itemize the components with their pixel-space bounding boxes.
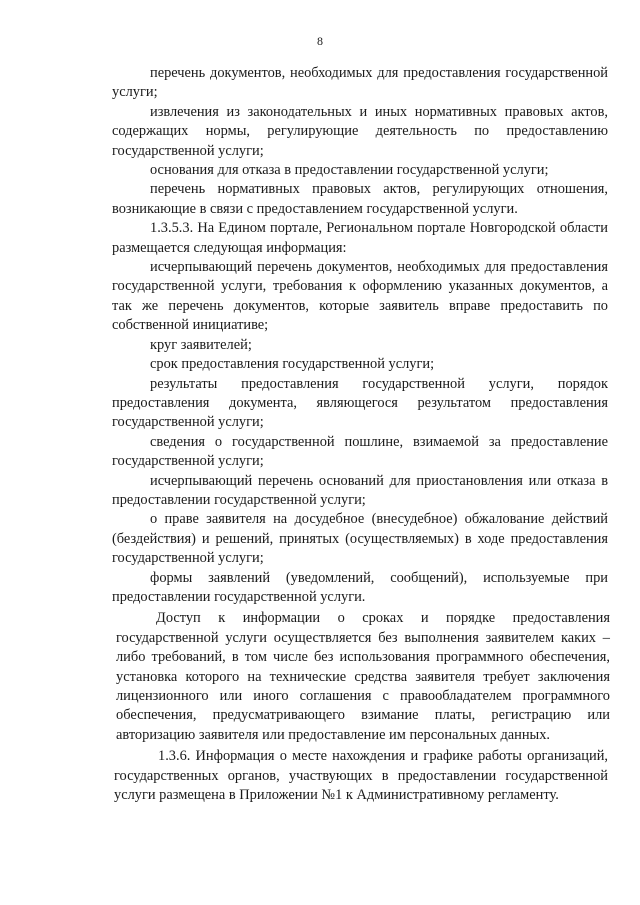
- paragraph: Доступ к информации о сроках и порядке предоставления государственной услуги осуществляется без выполнения заявителем каких – либо требований, в том числе без использования программного обеспечения, установка которого на технические средства заявителя требует заключения лицензионного или иного соглашения с правообладателем программного обеспечения, предусматривающего взимание платы, регистрацию или авторизацию заявителя или предоставление им персональных данных.: [116, 610, 610, 743]
- paragraph: результаты предоставления государственной услуги, порядок предоставления документа, являющегося результатом предоставления государственной услуги;: [112, 375, 608, 431]
- paragraph: исчерпывающий перечень оснований для приостановления или отказа в предоставлении государственной услуги;: [112, 472, 608, 508]
- paragraph: основания для отказа в предоставлении государственной услуги;: [150, 162, 549, 179]
- paragraph: о праве заявителя на досудебное (внесудебное) обжалование действий (бездействия) и решений, принятых (осуществляемых) в ходе предоставления государственной услуги;: [112, 511, 608, 567]
- paragraph: сведения о государственной пошлине, взимаемой за предоставление государственной услуги;: [112, 433, 608, 470]
- paragraph: формы заявлений (уведомлений, сообщений), используемые при предоставлении государственной услуги.: [112, 569, 608, 605]
- paragraph: перечень документов, необходимых для предоставления государственной услуги;: [112, 65, 608, 101]
- paragraph: 1.3.6. Информация о месте нахождения и графике работы организаций, государственных органов, участвующих в предоставлении государственной услуги размещена в Приложении №1 к Административному регламенту.: [114, 748, 608, 804]
- paragraph: исчерпывающий перечень документов, необходимых для предоставления государственной услуги, требования к оформлению указанных документов, а так же перечень документов, которые заявитель вправе предоставить по собственной инициативе;: [112, 259, 608, 334]
- document-body: [112, 60, 608, 805]
- paragraph: перечень нормативных правовых актов, регулирующих отношения, возникающие в связи с предоставлением государственной услуги.: [112, 181, 608, 217]
- page-number: 8: [317, 34, 323, 48]
- paragraph: круг заявителей;: [150, 336, 252, 353]
- paragraph: срок предоставления государственной услуги;: [150, 356, 435, 373]
- paragraph: 1.3.5.3. На Едином портале, Региональном портале Новгородской области размещается следующая информация:: [112, 220, 608, 256]
- paragraph: извлечения из законодательных и иных нормативных правовых актов, содержащих нормы, регулирующие деятельность по предоставлению государственной услуги;: [112, 103, 608, 159]
